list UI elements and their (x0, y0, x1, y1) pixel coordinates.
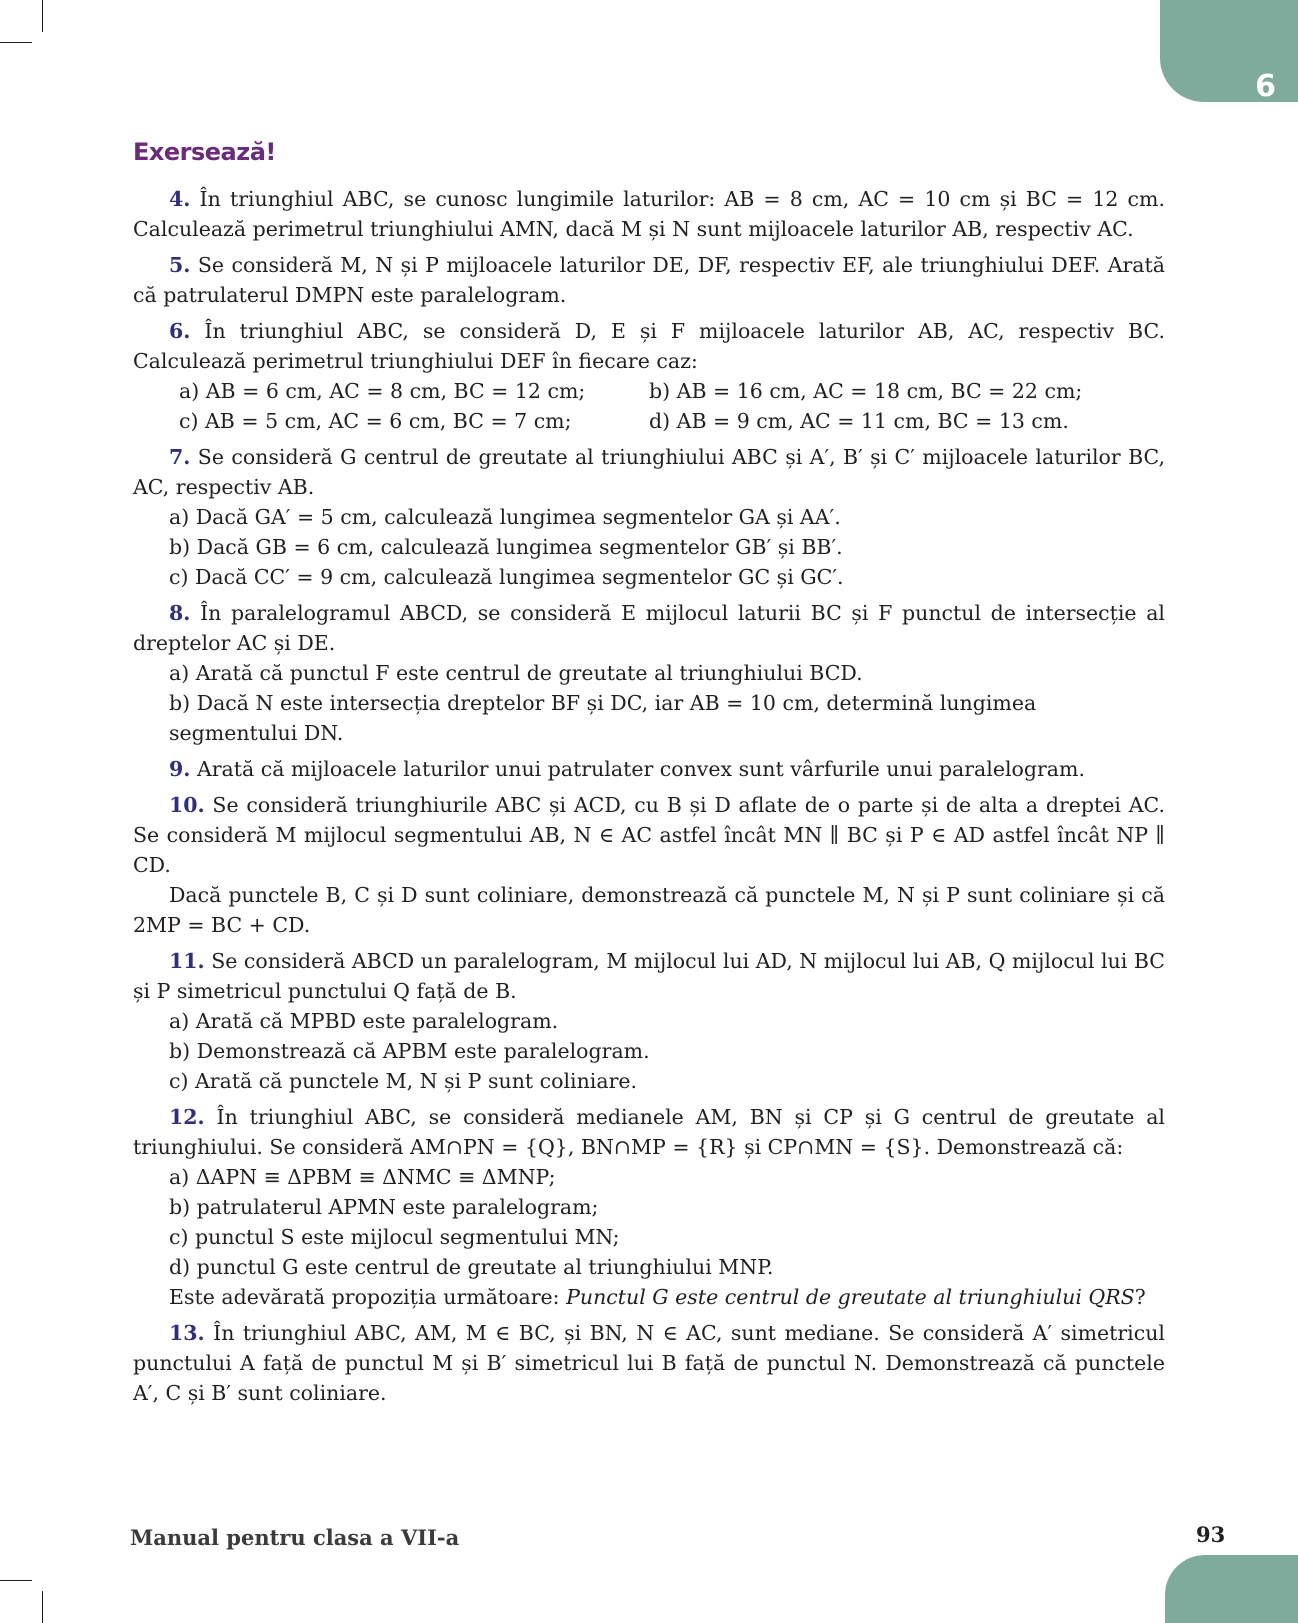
page-tab (1165, 1555, 1298, 1623)
exercise-text: Se consideră M, N și P mijloacele laturilor DE, DF, respectiv EF, ale triunghiului DEF. Arată că patrulaterul DMPN este paralelogram. (133, 253, 1165, 307)
exercise-text: Se consideră G centrul de greutate al triunghiului ABC și A′, B′ și C′ mijloacele laturilor BC, AC, respectiv AB. (133, 445, 1165, 499)
subitem-a: a) Arată că MPBD este paralelogram. (169, 1009, 559, 1033)
exercise-12 (133, 1102, 1165, 1162)
exercise-text: În triunghiul ABC, se cunosc lungimile laturilor: AB = 8 cm, AC = 10 cm și BC = 12 cm. Calculează perimetrul triunghiului AMN, dacă M și N sunt mijloacele laturilor AB, respectiv AC. (133, 187, 1165, 241)
subitem-b: b) patrulaterul APMN este paralelogram; (169, 1195, 599, 1219)
exercise-number: 9. (169, 757, 191, 781)
subitem-b: b) Dacă N este intersecția dreptelor BF și DC, iar AB = 10 cm, determină lungimea segmentului DN. (169, 691, 1037, 745)
case-b: b) AB = 16 cm, AC = 18 cm, BC = 22 cm; (649, 379, 1083, 403)
subitem-c: c) Arată că punctele M, N și P sunt coliniare. (169, 1069, 638, 1093)
footer-title: Manual pentru clasa a VII-a (130, 1525, 460, 1550)
question-suffix: ? (1134, 1285, 1146, 1309)
exercise-number: 11. (169, 949, 205, 973)
exercise-number: 7. (169, 445, 191, 469)
chapter-tab (1160, 0, 1298, 102)
crop-mark (42, 0, 43, 32)
exercise-number: 13. (169, 1321, 205, 1345)
crop-mark (0, 1580, 32, 1581)
exercise-number: 6. (169, 319, 191, 343)
exercise-6 (133, 316, 1165, 376)
exercise-text: Arată că mijloacele laturilor unui patrulater convex sunt vârfurile unui paralelogram. (196, 757, 1085, 781)
exercise-text: În triunghiul ABC, AM, M ∈ BC, și BN, N ∈ AC, sunt mediane. Se consideră A′ simetricul punctului A față de punctul M și B′ simetricul lui B față de punctul N. Demonstrează că punctele A′, C și B′ sunt coliniare. (133, 1321, 1165, 1405)
crop-mark (42, 1591, 43, 1623)
subitem-c: c) Dacă CC′ = 9 cm, calculează lungimea segmentelor GC și GC′. (169, 565, 844, 589)
exercise-list (133, 184, 1165, 1414)
question-statement: Punctul G este centrul de greutate al triunghiului QRS (566, 1285, 1135, 1309)
exercise-4 (133, 184, 1165, 244)
exercise-11 (133, 946, 1165, 1006)
exercise-8 (133, 598, 1165, 658)
exercise-10-continuation: Dacă punctele B, C și D sunt coliniare, demonstrează că punctele M, N și P sunt coliniare și că 2MP = BC + CD. (133, 883, 1165, 937)
exercise-7 (133, 442, 1165, 502)
exercise-6-cases (133, 376, 1165, 436)
exercise-number: 10. (169, 793, 205, 817)
exercise-text: În triunghiul ABC, se consideră medianele AM, BN și CP și G centrul de greutate al triunghiului. Se consideră AM∩PN = {Q}, BN∩MP = {R} și CP∩MN = {S}. Demonstrează că: (133, 1105, 1165, 1159)
exercise-number: 12. (169, 1105, 205, 1129)
page-number: 93 (1196, 1522, 1226, 1547)
subitem-b: b) Demonstrează că APBM este paralelogram. (169, 1039, 650, 1063)
exercise-9 (133, 754, 1165, 784)
crop-mark (0, 42, 32, 43)
subitem-d: d) punctul G este centrul de greutate al triunghiului MNP. (169, 1255, 774, 1279)
chapter-number: 6 (1255, 69, 1276, 104)
exercise-number: 4. (169, 187, 191, 211)
exercise-text: În triunghiul ABC, se consideră D, E și F mijloacele laturilor AB, AC, respectiv BC. Calculează perimetrul triunghiului DEF în fiecare caz: (133, 319, 1165, 373)
subitem-a: a) Arată că punctul F este centrul de greutate al triunghiului BCD. (169, 661, 863, 685)
exercise-text: Se consideră triunghiurile ABC și ACD, cu B și D aflate de o parte și de alta a dreptei AC. Se consideră M mijlocul segmentului AB, N ∈ AC astfel încât MN ∥ BC și P ∈ AD astfel încât NP ∥ CD. (133, 793, 1165, 877)
question-prefix: Este adevărată propoziția următoare: (169, 1285, 567, 1309)
case-a: a) AB = 6 cm, AC = 8 cm, BC = 12 cm; (179, 379, 586, 403)
subitem-a: a) Dacă GA′ = 5 cm, calculează lungimea segmentelor GA și AA′. (169, 505, 841, 529)
exercise-10 (133, 790, 1165, 880)
exercise-number: 8. (169, 601, 191, 625)
case-d: d) AB = 9 cm, AC = 11 cm, BC = 13 cm. (649, 409, 1069, 433)
subitem-a: a) ΔAPN ≡ ΔPBM ≡ ΔNMC ≡ ΔMNP; (169, 1165, 556, 1189)
exercise-text: Se consideră ABCD un paralelogram, M mijlocul lui AD, N mijlocul lui AB, Q mijlocul lui BC și P simetricul punctului Q față de B. (133, 949, 1165, 1003)
exercise-12-question (133, 1282, 1165, 1312)
subitem-b: b) Dacă GB = 6 cm, calculează lungimea segmentelor GB′ și BB′. (169, 535, 843, 559)
exercise-13 (133, 1318, 1165, 1408)
subitem-c: c) punctul S este mijlocul segmentului MN; (169, 1225, 620, 1249)
section-title: Exersează! (133, 138, 276, 166)
exercise-5 (133, 250, 1165, 310)
case-c: c) AB = 5 cm, AC = 6 cm, BC = 7 cm; (179, 409, 572, 433)
exercise-number: 5. (169, 253, 191, 277)
exercise-text: În paralelogramul ABCD, se consideră E mijlocul laturii BC și F punctul de intersecție al dreptelor AC și DE. (133, 601, 1165, 655)
